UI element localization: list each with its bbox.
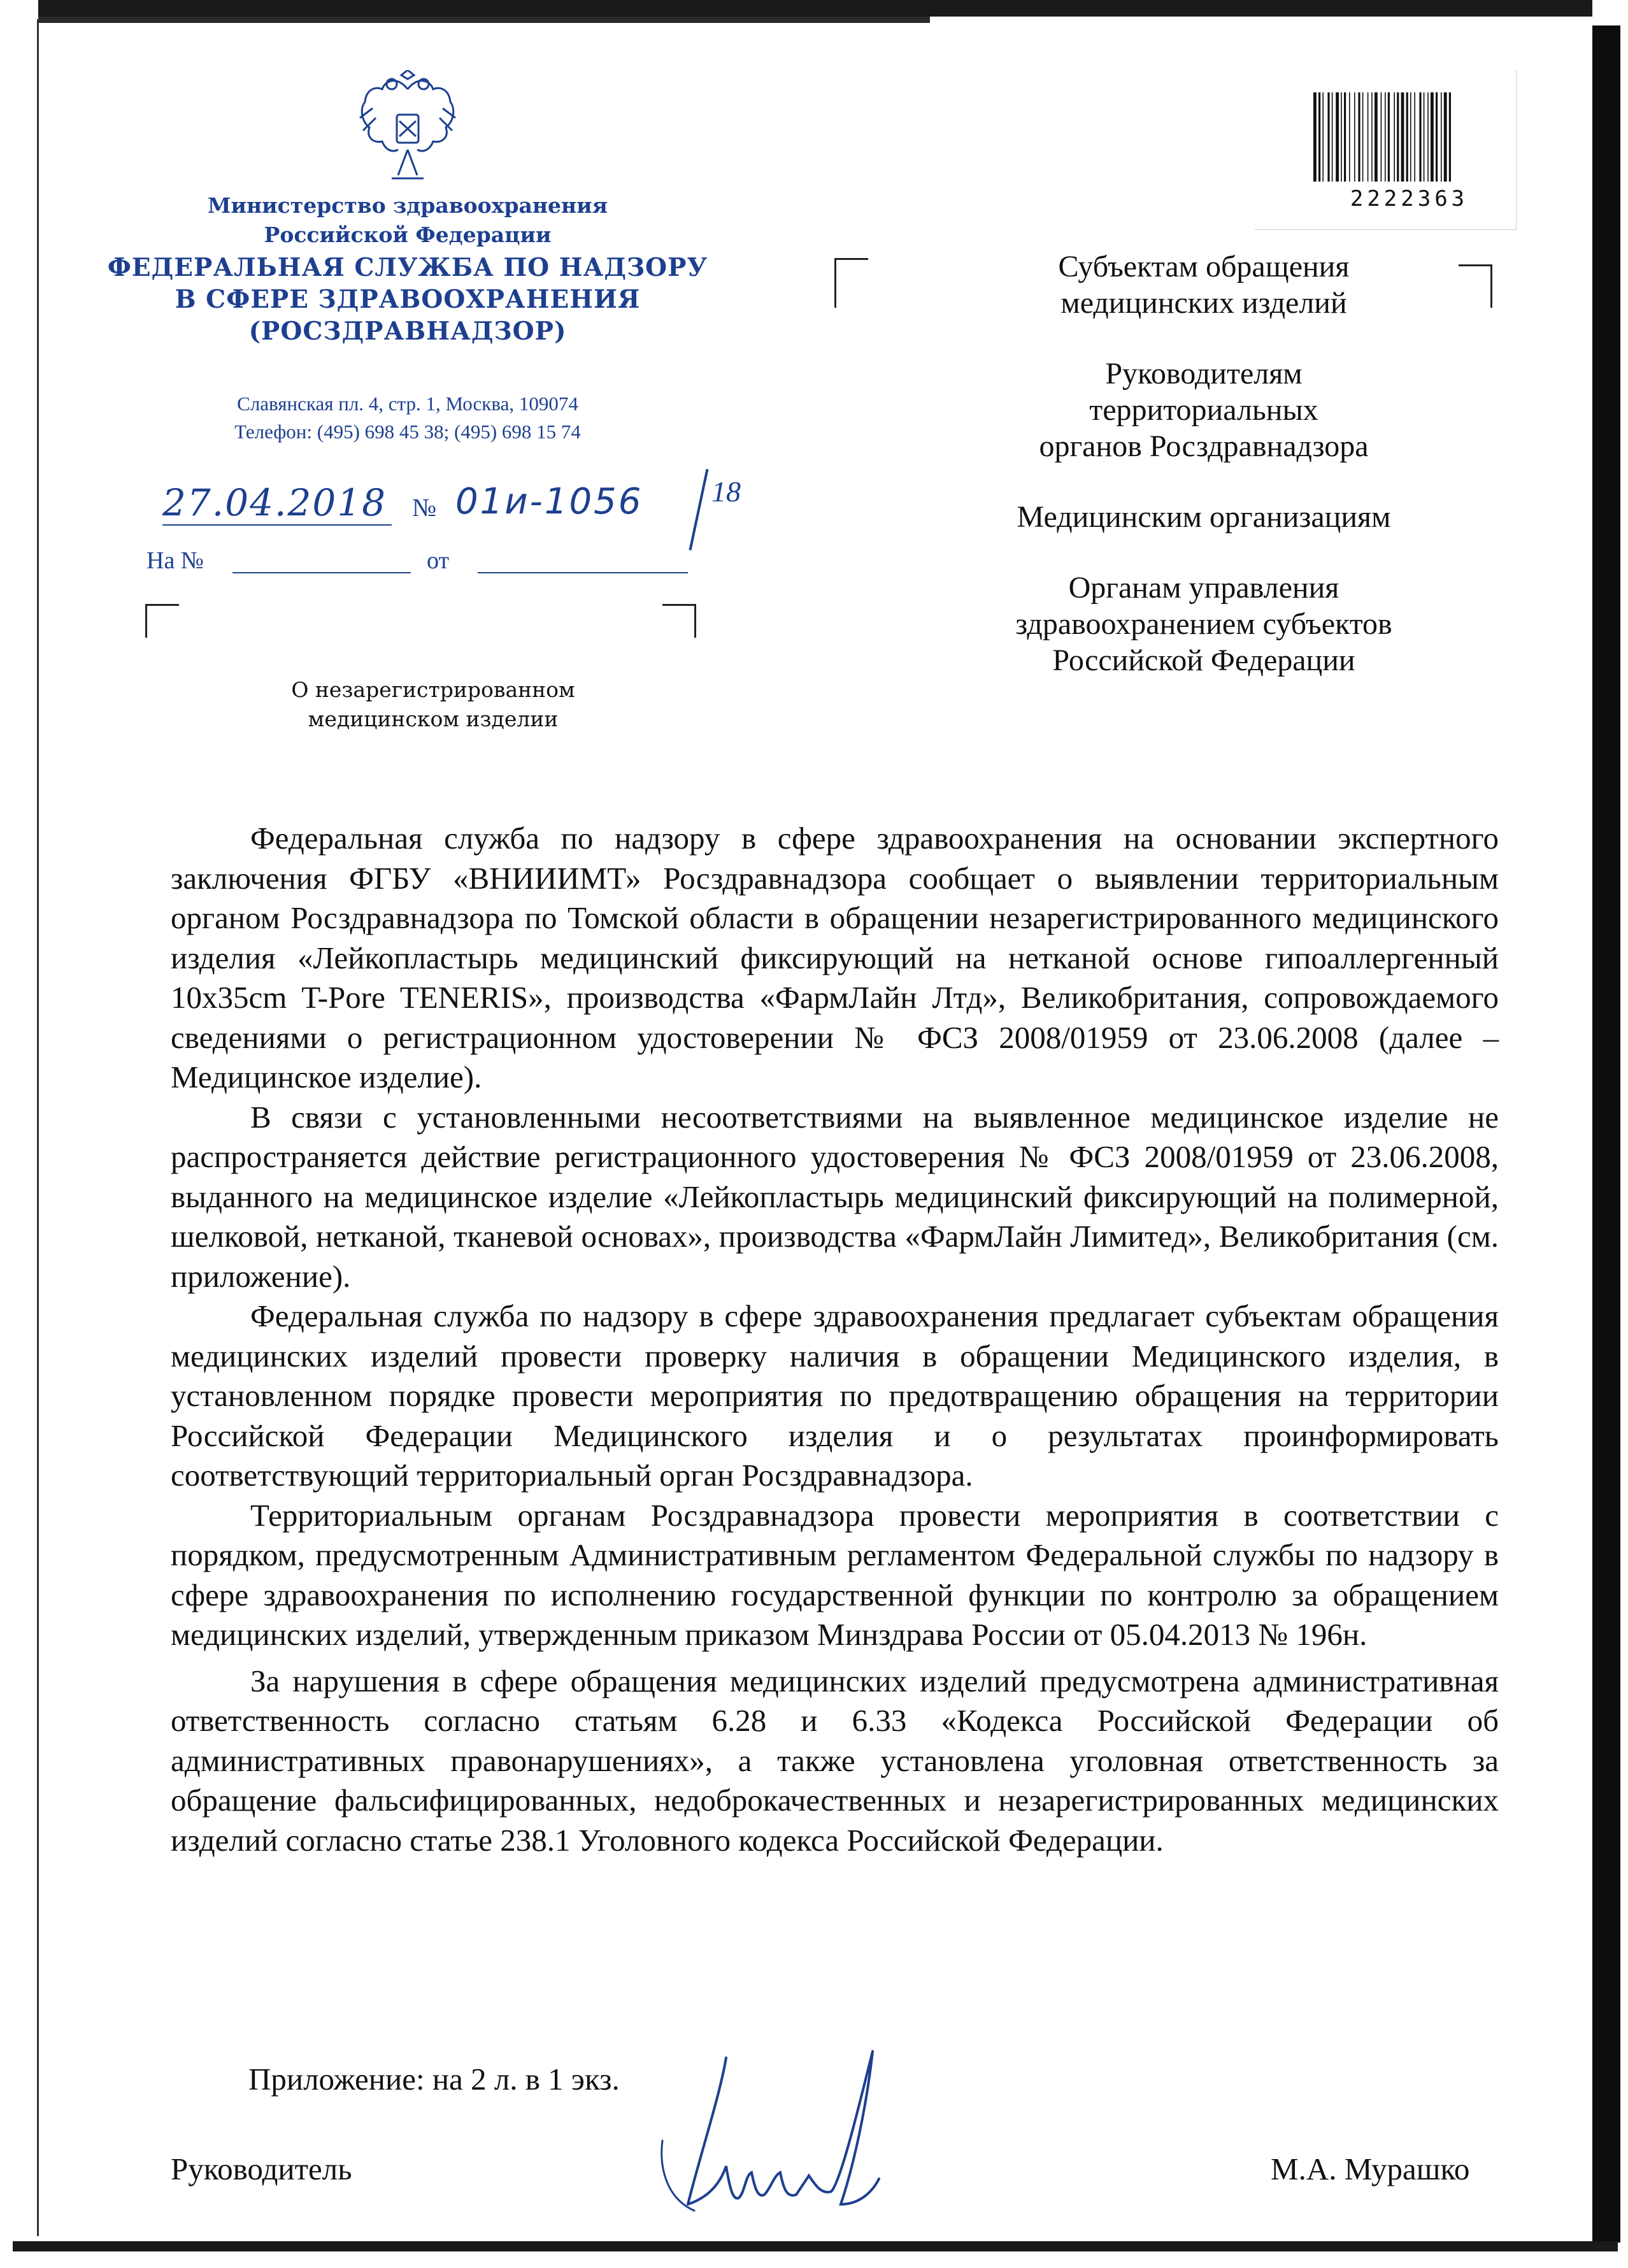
signatory-title: Руководитель bbox=[171, 2151, 352, 2186]
recipient bbox=[904, 355, 1503, 464]
barcode-number: 2222363 bbox=[1350, 186, 1469, 212]
ministry-line: Министерство здравоохранения bbox=[208, 193, 608, 218]
scan-edge-bottom bbox=[13, 2241, 1618, 2251]
body-paragraph: В связи с установленными несоответствиями на выявленное медицинское изделие не распространяется действие регистрационного удостоверения № ФСЗ 2008/01959 от 23.06.2008, выданного на медицинское изделие «Лейкопластырь медицинский фиксирующий на полимерной, шелковой, нетканой, тканевой основах», производства «ФармЛайн Лимитед», Великобритания (см. приложение). bbox=[171, 1099, 1499, 1294]
scan-edge-top-inner bbox=[38, 17, 930, 23]
body-paragraph: Территориальным органам Росздравнадзора провести мероприятия в соответствии с порядком, предусмотренным Административным регламентом Федеральной службы по надзору в сфере здравоохранения по исполнению государственной функции по контролю за обращением медицинских изделий, утвержденным приказом Минздрава России от 05.04.2013 № 196н. bbox=[171, 1497, 1499, 1652]
service-name bbox=[89, 252, 726, 347]
body-paragraph: Федеральная служба по надзору в сфере здравоохранения на основании экспертного заключения ФГБУ «ВНИИИМТ» Росздравнадзора сообщает о выявлении территориальным органом Росздравнадзора по Томской области в обращении незарегистрированного медицинского изделия «Лейкопластырь медицинский фиксирующий на нетканой основе гипоаллергенный 10x35cm T-Pore TENERIS», производства «ФармЛайн Лтд», Великобритания, сопровождаемого сведениями о регистрационном удостоверении № ФСЗ 2008/01959 от 23.06.2008 (далее – Медицинское изделие). bbox=[171, 821, 1499, 1095]
reply-date-blank bbox=[478, 572, 688, 573]
double-headed-eagle-icon bbox=[353, 70, 462, 191]
letter-body bbox=[171, 819, 1499, 1860]
recipient-line: Российской Федерации bbox=[1052, 643, 1355, 677]
recipient-line: здравоохранением субъектов bbox=[1015, 607, 1392, 641]
recipient-line: Руководителям bbox=[1105, 357, 1303, 391]
number-label: № bbox=[412, 493, 437, 522]
attachment-note: Приложение: на 2 л. в 1 экз. bbox=[248, 2062, 620, 2097]
subject-line: медицинском изделии bbox=[308, 707, 559, 731]
number-slash bbox=[689, 469, 709, 550]
handwritten-signature-icon bbox=[650, 2039, 968, 2230]
letter-subject bbox=[210, 675, 656, 734]
registration-number: 01и-1056 bbox=[455, 481, 643, 522]
scan-edge-top bbox=[38, 0, 1592, 17]
subject-corner-left bbox=[145, 604, 179, 638]
service-line: ФЕДЕРАЛЬНАЯ СЛУЖБА ПО НАДЗОРУ bbox=[107, 253, 708, 282]
reply-date-label: от bbox=[427, 547, 450, 574]
ministry-name bbox=[127, 191, 688, 250]
recipient bbox=[904, 499, 1503, 535]
recipient-line: территориальных bbox=[1089, 393, 1318, 427]
recipient-line: Субъектам обращения bbox=[1058, 250, 1350, 284]
scan-edge-right bbox=[1592, 25, 1620, 2243]
address-line: Славянская пл. 4, стр. 1, Москва, 109074 bbox=[237, 392, 578, 415]
recipient bbox=[904, 248, 1503, 321]
body-paragraph: Федеральная служба по надзору в сфере здравоохранения предлагает субъектам обращения медицинских изделий провести проверку наличия в обращении Медицинского изделия, в установленном порядке провести мероприятия по предотвращению обращения на территории Российской Федерации Медицинского изделия и о результатах проинформировать соответствующий территориальный орган Росздравнадзора. bbox=[171, 1298, 1499, 1493]
recipient-line: Органам управления bbox=[1068, 571, 1339, 605]
barcode-icon bbox=[1312, 92, 1506, 182]
recipient-line: Медицинским организациям bbox=[1017, 500, 1391, 534]
scan-edge-left bbox=[37, 19, 39, 2236]
reply-reference-line bbox=[146, 547, 707, 585]
address-corner-left bbox=[834, 258, 868, 308]
registration-line bbox=[162, 475, 741, 532]
reply-number-blank bbox=[232, 572, 411, 573]
reply-number-label: На № bbox=[146, 547, 204, 574]
date-underline bbox=[162, 524, 392, 526]
registration-date: 27.04.2018 bbox=[162, 481, 387, 524]
signatory-name: М.А. Мурашко bbox=[1271, 2151, 1470, 2186]
body-paragraph: За нарушения в сфере обращения медицинских изделий предусмотрена административная ответственность согласно статьям 6.28 и 6.33 «Кодекса Российской Федерации об административных правонарушениях», а также установлена уголовная ответственность за обращение фальсифицированных, недоброкачественных и незарегистрированных медицинских изделий согласно статье 238.1 Уголовного кодекса Российской Федерации. bbox=[171, 1663, 1499, 1858]
recipients-block bbox=[904, 248, 1503, 713]
address-block bbox=[127, 390, 688, 446]
recipient bbox=[904, 570, 1503, 678]
subject-corner-right bbox=[662, 604, 696, 638]
service-line: В СФЕРЕ ЗДРАВООХРАНЕНИЯ bbox=[175, 285, 641, 314]
registration-number-suffix: 18 bbox=[711, 475, 741, 508]
subject-line: О незарегистрированном bbox=[291, 677, 575, 702]
service-line: (РОСЗДРАВНАДЗОР) bbox=[248, 317, 567, 346]
recipient-line: медицинских изделий bbox=[1060, 286, 1347, 320]
ministry-line: Российской Федерации bbox=[264, 222, 552, 247]
phone-line: Телефон: (495) 698 45 38; (495) 698 15 74 bbox=[234, 420, 581, 443]
recipient-line: органов Росздравнадзора bbox=[1039, 429, 1369, 463]
